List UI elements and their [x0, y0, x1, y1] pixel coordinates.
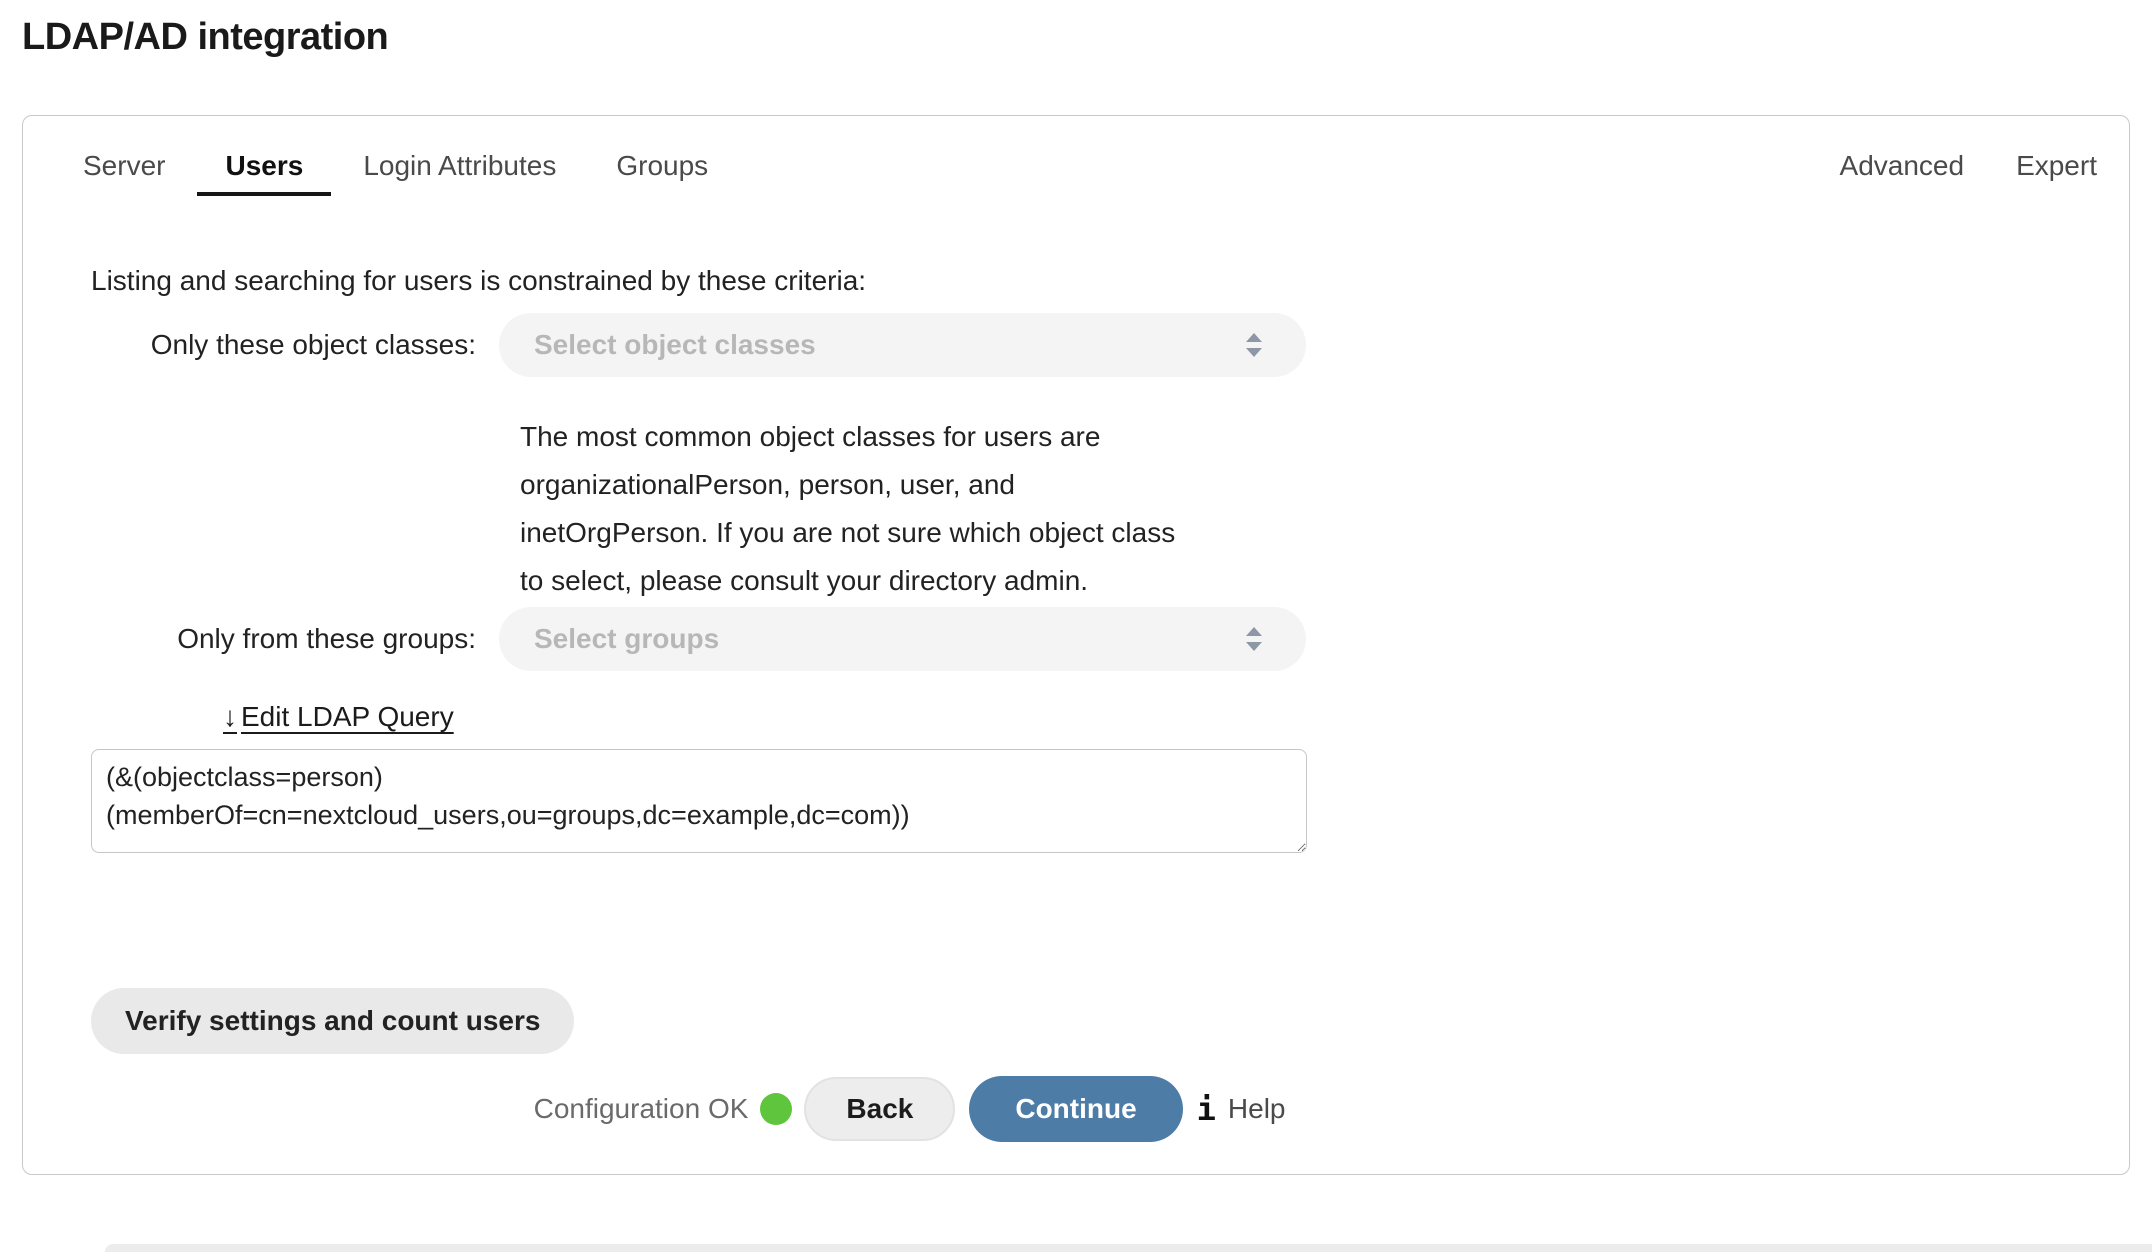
next-section-edge: [105, 1244, 2152, 1252]
ldap-wizard-panel: [22, 115, 2130, 1175]
verify-settings-button[interactable]: Verify settings and count users: [91, 988, 574, 1054]
tab-server[interactable]: Server: [83, 150, 166, 181]
arrow-down-icon: ↓: [223, 701, 237, 732]
tab-advanced[interactable]: Advanced: [1839, 150, 1965, 181]
groups-label: Only from these groups:: [177, 623, 476, 654]
updown-arrows-icon: [1244, 332, 1264, 358]
object-classes-help-text: The most common object classes for users are organizationalPerson, person, user, and inetOrgPerson. If you are not sure which object class to select, please consult your directory admin.: [520, 421, 1176, 596]
groups-row: [91, 607, 2061, 671]
help-link[interactable]: Help: [1227, 1093, 1286, 1124]
tab-login-attributes[interactable]: Login Attributes: [363, 150, 557, 181]
tab-users[interactable]: Users: [197, 142, 331, 196]
updown-arrows-icon: [1244, 626, 1264, 652]
wizard-tab-bar: [23, 116, 2129, 196]
users-tab-content: [23, 196, 2129, 1174]
edit-ldap-query-link[interactable]: [223, 701, 458, 732]
object-classes-label: Only these object classes:: [150, 329, 476, 360]
groups-placeholder: Select groups: [534, 623, 720, 654]
criteria-intro-text: Listing and searching for users is constrained by these criteria:: [91, 265, 867, 296]
object-classes-row: [91, 313, 2061, 377]
status-text: Configuration OK: [533, 1093, 749, 1124]
back-button[interactable]: Back: [804, 1077, 955, 1141]
object-classes-placeholder: Select object classes: [534, 329, 816, 360]
edit-ldap-query-label: Edit LDAP Query: [241, 701, 454, 732]
tab-expert[interactable]: Expert: [2016, 150, 2097, 181]
page-title: LDAP/AD integration: [22, 16, 389, 58]
footer-help-group: [1197, 1090, 2061, 1128]
status-dot: [760, 1093, 792, 1125]
continue-button[interactable]: Continue: [969, 1076, 1182, 1142]
ldap-query-toggle-row: [223, 701, 2061, 733]
ldap-query-textarea[interactable]: [91, 749, 1307, 853]
footer-status-group: [534, 1077, 956, 1141]
tab-groups[interactable]: Groups: [616, 150, 709, 181]
object-classes-select[interactable]: [499, 313, 1306, 377]
groups-select[interactable]: [499, 607, 1306, 671]
wizard-footer: [91, 1076, 2061, 1142]
info-icon[interactable]: i: [1196, 1090, 1216, 1128]
